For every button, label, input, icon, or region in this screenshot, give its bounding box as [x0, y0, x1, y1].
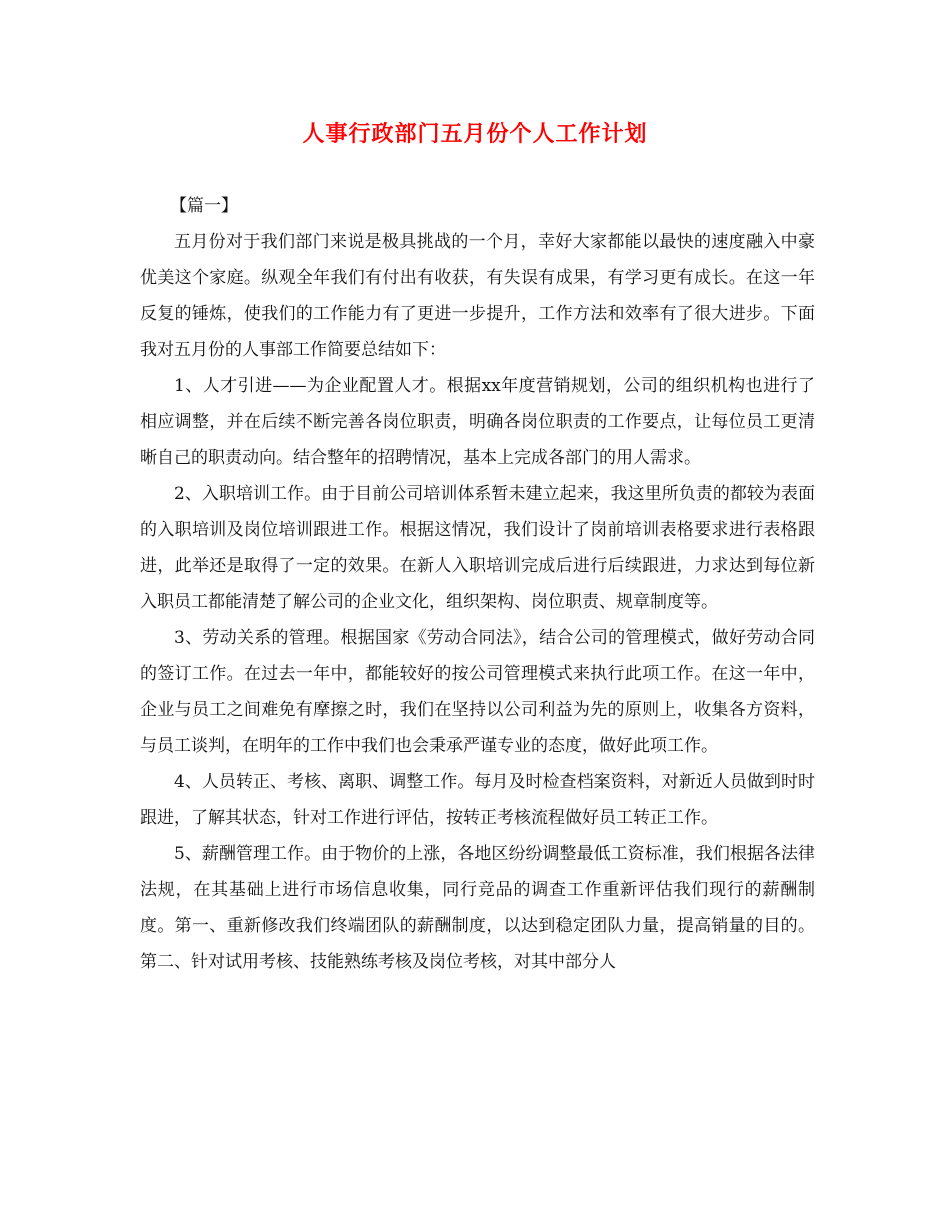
- paragraph-labor-relations: 3、劳动关系的管理。根据国家《劳动合同法》，结合公司的管理模式，做好劳动合同的签订工作。在过去一年中，都能较好的按公司管理模式来执行此项工作。在这一年中，企业与员工之间难免有摩擦之时，我们在坚持以公司利益为先的原则上，收集各方资料，与员工谈判，在明年的工作中我们也会秉承严谨专业的态度，做好此项工作。: [140, 628, 815, 756]
- paragraph-intro: 五月份对于我们部门来说是极具挑战的一个月，幸好大家都能以最快的速度融入中豪优美这个家庭。纵观全年我们有付出有收获，有失误有成果，有学习更有成长。在这一年反复的锤炼，使我们的工作能力有了更进一步提升，工作方法和效率有了很大进步。下面我对五月份的人事部工作简要总结如下：: [140, 232, 815, 360]
- paragraph-talent-recruitment: 1、人才引进——为企业配置人才。根据xx年度营销规划，公司的组织机构也进行了相应调整，并在后续不断完善各岗位职责，明确各岗位职责的工作要点，让每位员工更清晰自己的职责动向。结合整年的招聘情况，基本上完成各部门的用人需求。: [140, 376, 815, 468]
- paragraph-staff-regularization: 4、人员转正、考核、离职、调整工作。每月及时检查档案资料，对新近人员做到时时跟进，了解其状态，针对工作进行评估，按转正考核流程做好员工转正工作。: [140, 772, 815, 828]
- document-title: 人事行政部门五月份个人工作计划: [302, 121, 648, 147]
- section-heading: 【篇一】: [170, 196, 238, 216]
- paragraph-onboarding-training: 2、入职培训工作。由于目前公司培训体系暂未建立起来，我这里所负责的都较为表面的入职培训及岗位培训跟进工作。根据这情况，我们设计了岗前培训表格要求进行表格跟进，此举还是取得了一定的效果。在新人入职培训完成后进行后续跟进，力求达到每位新入职员工都能清楚了解公司的企业文化，组织架构、岗位职责、规章制度等。: [140, 484, 815, 612]
- paragraph-salary-management: 5、薪酬管理工作。由于物价的上涨，各地区纷纷调整最低工资标准，我们根据各法律法规，在其基础上进行市场信息收集，同行竞品的调查工作重新评估我们现行的薪酬制度。第一、重新修改我们终端团队的薪酬制度，以达到稳定团队力量，提高销量的目的。第二、针对试用考核、技能熟练考核及岗位考核，对其中部分人: [140, 844, 815, 972]
- document-body: [140, 188, 815, 980]
